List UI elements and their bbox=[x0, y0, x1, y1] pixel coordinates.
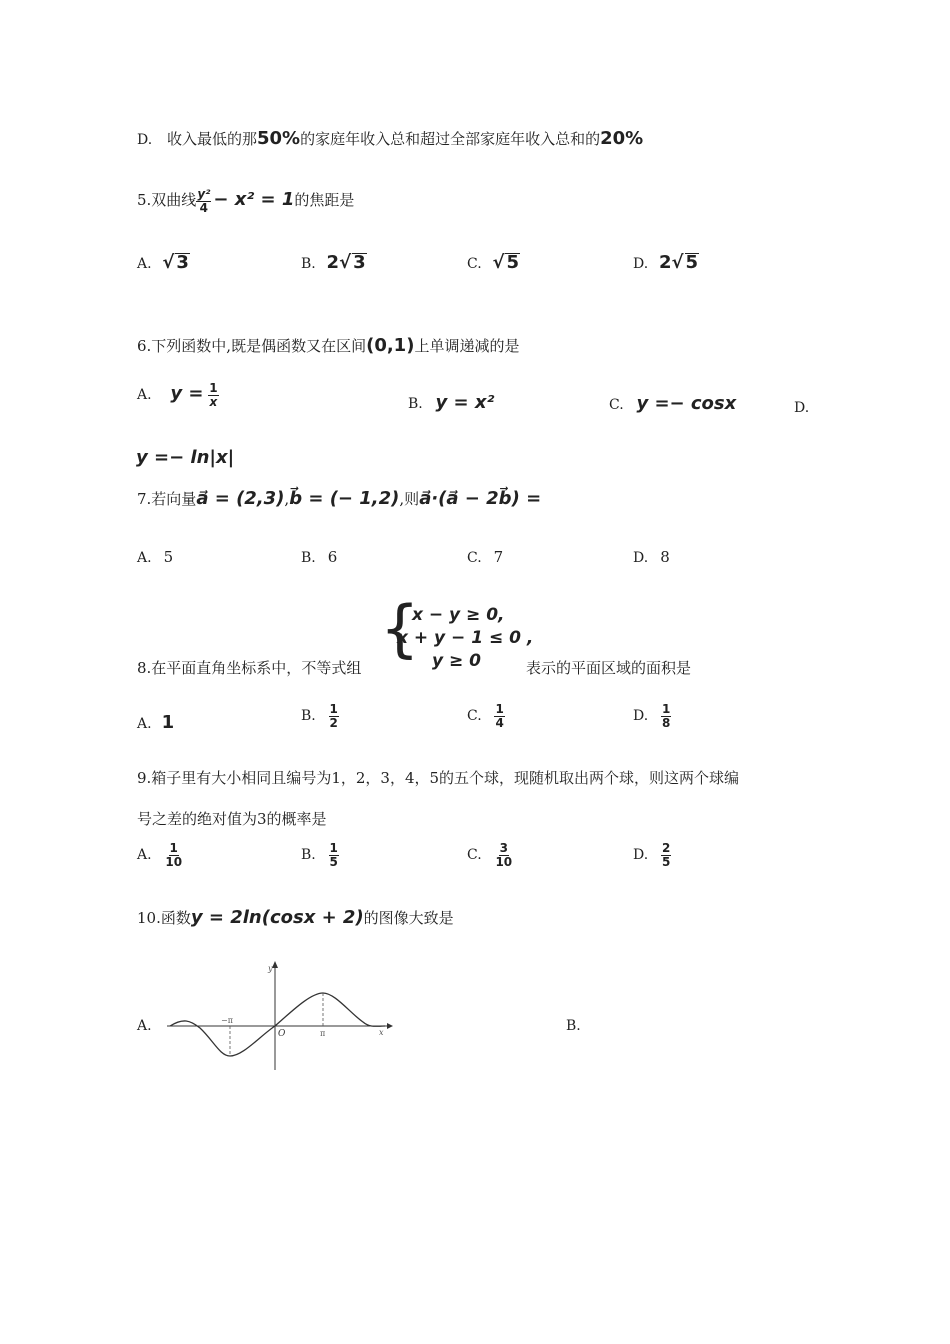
q10-option-a-graph bbox=[165, 958, 395, 1073]
q8-option-d: D. $\frac{1}{8}$ bbox=[633, 702, 671, 730]
x-axis-arrow bbox=[387, 1023, 393, 1029]
question-text: 6.下列函数中,既是偶函数又在区间 bbox=[137, 337, 367, 355]
q7-option-d: D. 8 bbox=[633, 548, 670, 566]
inequality-system: { x − y ≥ 0, x + y − 1 ≤ 0 , y ≥ 0 bbox=[380, 592, 534, 671]
option-text: 收入最低的那 bbox=[166, 130, 257, 148]
question-text: 上单调递减的是 bbox=[414, 337, 520, 355]
question-8-prefix: 8.在平面直角坐标系中，不等式组 bbox=[137, 659, 362, 677]
q6-option-c: C. y =− cosx bbox=[609, 393, 737, 414]
question-5 bbox=[137, 188, 354, 214]
math-expr: a⃗·(a⃗ − 2b⃗) = bbox=[419, 488, 542, 509]
q6-option-d-label: D. bbox=[794, 400, 810, 416]
math-fraction: $\frac{\text{y²}}{4}$ bbox=[197, 187, 211, 215]
q9-option-b: B. $\frac{1}{5}$ bbox=[301, 841, 338, 869]
q5-option-b: B. 2√ 3 bbox=[301, 252, 366, 273]
q8-option-b: B. $\frac{1}{2}$ bbox=[301, 702, 338, 730]
x-axis-label: x bbox=[379, 1028, 384, 1037]
q9-option-d: D. $\frac{2}{5}$ bbox=[633, 841, 671, 869]
origin-label: O bbox=[278, 1029, 286, 1039]
question-text: 10.函数 bbox=[137, 909, 191, 927]
question-8-suffix: 表示的平面区域的面积是 bbox=[526, 659, 692, 677]
pi-label: π bbox=[320, 1029, 326, 1038]
question-9-line2: 号之差的绝对值为3的概率是 bbox=[137, 810, 327, 828]
q9-option-c: C. $\frac{3}{10}$ bbox=[467, 841, 513, 869]
math-expr: − x² = 1 bbox=[213, 189, 295, 211]
q8-option-c: C. $\frac{1}{4}$ bbox=[467, 702, 504, 730]
curve bbox=[170, 993, 385, 1056]
q7-option-b: B. 6 bbox=[301, 548, 338, 566]
math-interval: (0,1) bbox=[366, 335, 415, 356]
question-10 bbox=[137, 907, 454, 928]
question-text: 的焦距是 bbox=[294, 191, 355, 210]
q4-option-d bbox=[137, 128, 643, 149]
q6-option-d-expr: y =− ln|x| bbox=[136, 447, 235, 468]
question-text: 的图像大致是 bbox=[363, 909, 454, 927]
q9-option-a: A. $\frac{1}{10}$ bbox=[137, 841, 183, 869]
math-percent: 50% bbox=[256, 128, 301, 149]
math-percent: 20% bbox=[600, 128, 644, 149]
q5-option-d: D. 2√ 5 bbox=[633, 252, 699, 273]
question-6 bbox=[137, 335, 519, 356]
math-vector-b: b⃗ = (− 1,2) bbox=[289, 488, 400, 509]
question-9-line1: 9.箱子里有大小相同且编号为1，2，3，4，5的五个球，现随机取出两个球，则这两个球编 bbox=[137, 769, 740, 787]
math-vector-a: a⃗ = (2,3) bbox=[196, 488, 285, 509]
question-text: 7.若向量 bbox=[137, 490, 197, 508]
q6-option-b: B. y = x² bbox=[408, 392, 495, 413]
neg-pi-label: −π bbox=[221, 1016, 233, 1025]
math-expr: y = 2ln(cosx + 2) bbox=[190, 907, 364, 928]
question-7: 7.若向量a⃗ = (2,3),b⃗ = (− 1,2),则a⃗·(a⃗ − 2b⃗) = bbox=[137, 488, 542, 509]
q5-option-c: C. √ 5 bbox=[467, 252, 519, 273]
option-text: 的家庭年收入总和超过全部家庭年收入总和的 bbox=[300, 130, 601, 148]
q5-option-a: A. √ 3 bbox=[137, 252, 189, 273]
q7-option-a: A. 5 bbox=[137, 548, 174, 566]
q7-option-c: C. 7 bbox=[467, 548, 504, 566]
option-label: D. bbox=[137, 132, 153, 148]
q10-option-b-label: B. bbox=[566, 1018, 581, 1034]
brace: { bbox=[380, 592, 420, 665]
y-axis-label: y bbox=[268, 964, 273, 973]
y-axis-arrow bbox=[272, 961, 278, 968]
q6-option-a: A. y = $\frac{1}{x}$ bbox=[137, 381, 218, 409]
q8-option-a: A. 1 bbox=[137, 712, 175, 733]
q10-option-a-label: A. bbox=[137, 1018, 152, 1034]
question-text: 5.双曲线 bbox=[137, 191, 197, 210]
